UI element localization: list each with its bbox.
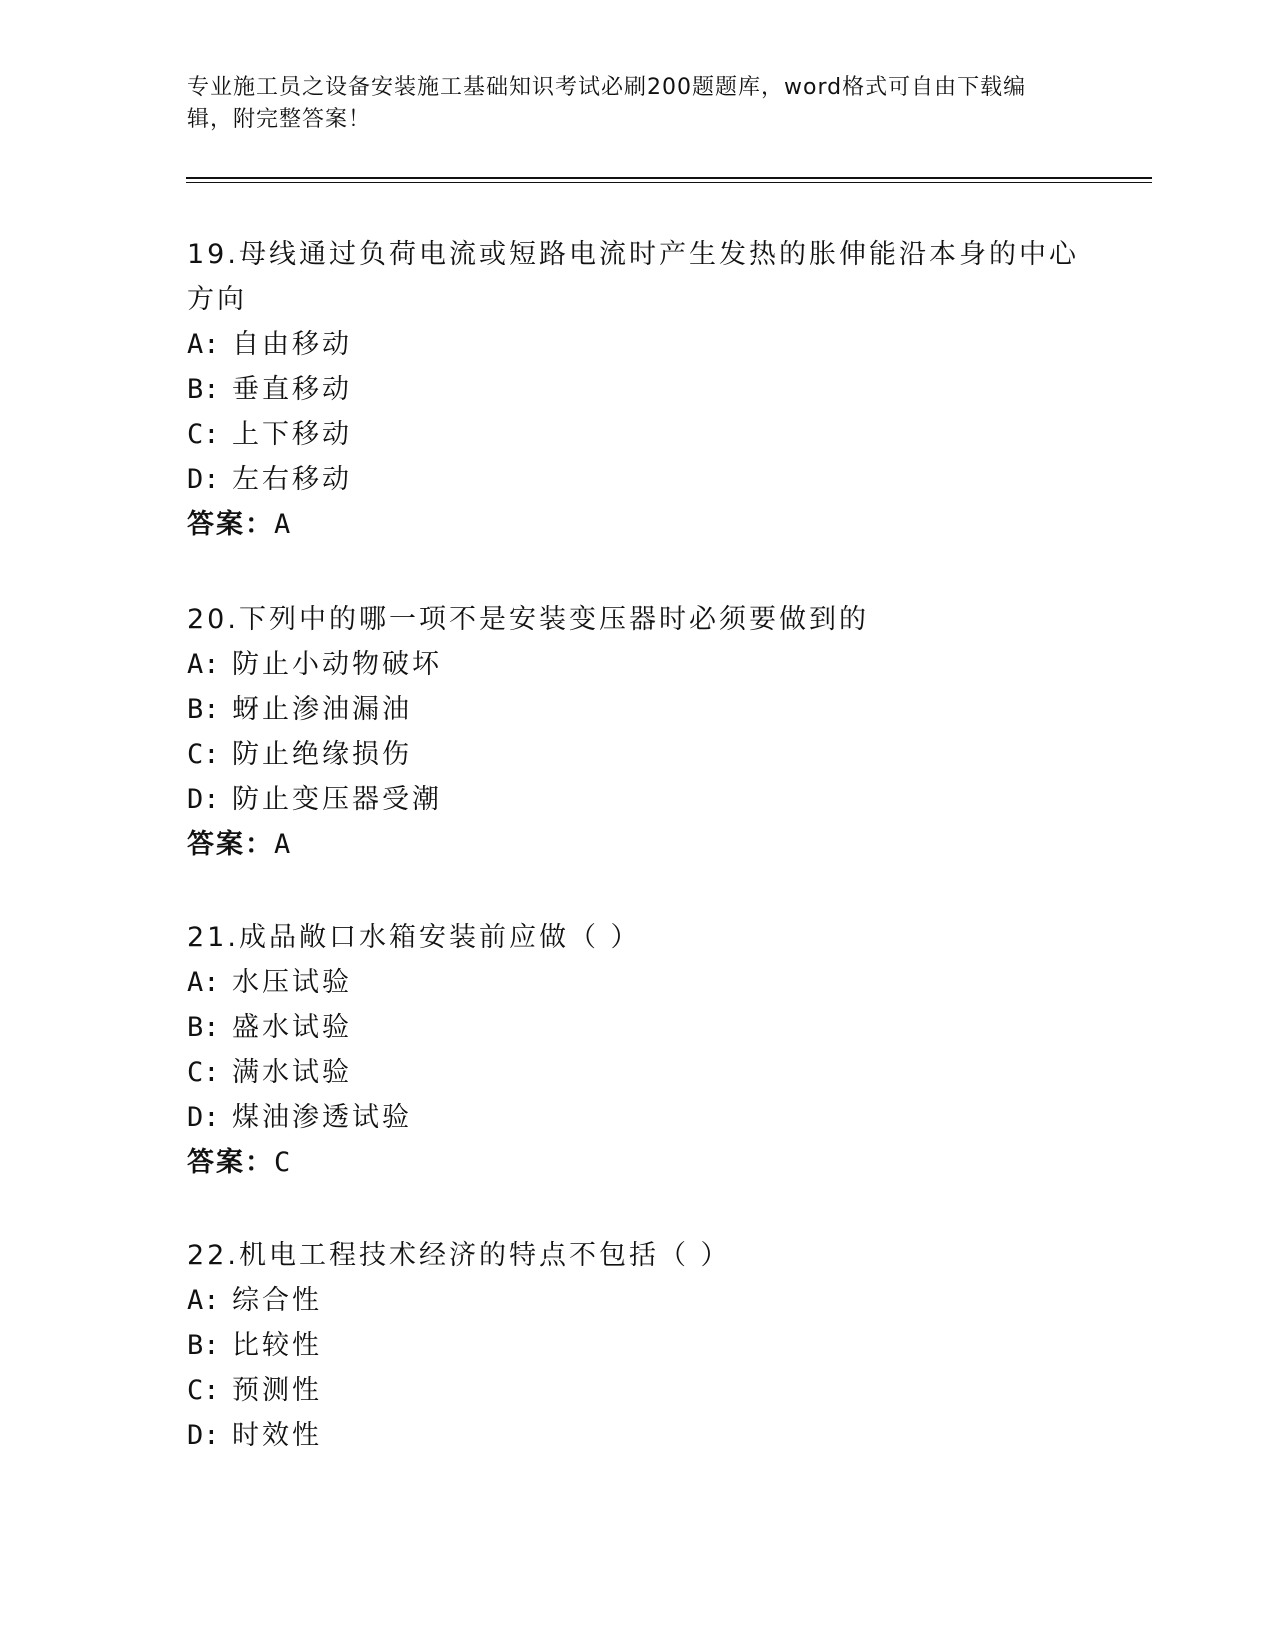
option-letter: A: <box>187 649 220 680</box>
answer-line <box>187 822 1087 867</box>
question-19 <box>187 232 1087 547</box>
option-a <box>187 322 1087 367</box>
option-text: 盛水试验 <box>232 1012 352 1043</box>
option-letter: B: <box>187 1012 220 1043</box>
option-c <box>187 732 1087 777</box>
option-text: 预测性 <box>232 1375 322 1406</box>
option-a <box>187 642 1087 687</box>
option-text: 时效性 <box>232 1420 322 1451</box>
answer-label: 答案： <box>187 829 274 860</box>
answer-line <box>187 1140 1087 1185</box>
option-b <box>187 1323 1087 1368</box>
option-c <box>187 1050 1087 1095</box>
option-c <box>187 1368 1087 1413</box>
option-letter: A: <box>187 1285 220 1316</box>
option-d <box>187 1413 1087 1458</box>
question-21 <box>187 915 1087 1185</box>
option-d <box>187 1095 1087 1140</box>
option-d <box>187 777 1087 822</box>
option-letter: A: <box>187 329 220 360</box>
option-text: 综合性 <box>232 1285 322 1316</box>
option-a <box>187 1278 1087 1323</box>
option-text: 水压试验 <box>232 967 352 998</box>
answer-label: 答案： <box>187 509 274 540</box>
option-text: 煤油渗透试验 <box>232 1102 412 1133</box>
option-letter: D: <box>187 464 220 495</box>
option-letter: C: <box>187 1057 220 1088</box>
option-letter: D: <box>187 1102 220 1133</box>
question-stem: 22.机电工程技术经济的特点不包括（ ） <box>187 1240 731 1271</box>
option-text: 防止变压器受潮 <box>232 784 442 815</box>
option-letter: C: <box>187 1375 220 1406</box>
option-d <box>187 457 1087 502</box>
option-text: 上下移动 <box>232 419 352 450</box>
option-letter: A: <box>187 967 220 998</box>
option-letter: B: <box>187 374 220 405</box>
option-text: 防止小动物破坏 <box>232 649 442 680</box>
answer-value: A <box>274 829 293 860</box>
option-letter: B: <box>187 1330 220 1361</box>
answer-value: C <box>274 1147 293 1178</box>
answer-line <box>187 502 1087 547</box>
option-c <box>187 412 1087 457</box>
option-letter: D: <box>187 784 220 815</box>
option-text: 防止绝缘损伤 <box>232 739 412 770</box>
option-a <box>187 960 1087 1005</box>
option-text: 蚜止渗油漏油 <box>232 694 412 725</box>
option-letter: C: <box>187 419 220 450</box>
question-stem: 20.下列中的哪一项不是安装变压器时必须要做到的 <box>187 604 869 635</box>
option-letter: C: <box>187 739 220 770</box>
question-22 <box>187 1233 1087 1458</box>
question-stem: 19.母线通过负荷电流或短路电流时产生发热的胀伸能沿本身的中心方向 <box>187 239 1079 315</box>
option-letter: D: <box>187 1420 220 1451</box>
option-b <box>187 367 1087 412</box>
header-divider <box>186 177 1152 179</box>
option-text: 比较性 <box>232 1330 322 1361</box>
option-b <box>187 687 1087 732</box>
option-letter: B: <box>187 694 220 725</box>
question-stem: 21.成品敞口水箱安装前应做（ ） <box>187 922 641 953</box>
document-header: 专业施工员之设备安装施工基础知识考试必刷200题题库，word格式可自由下载编辑，附完整答案！ <box>187 75 1027 132</box>
question-20 <box>187 597 1087 867</box>
option-text: 满水试验 <box>232 1057 352 1088</box>
answer-label: 答案： <box>187 1147 274 1178</box>
header-divider-thin <box>186 182 1152 183</box>
option-b <box>187 1005 1087 1050</box>
answer-value: A <box>274 509 293 540</box>
option-text: 垂直移动 <box>232 374 352 405</box>
option-text: 自由移动 <box>232 329 352 360</box>
option-text: 左右移动 <box>232 464 352 495</box>
